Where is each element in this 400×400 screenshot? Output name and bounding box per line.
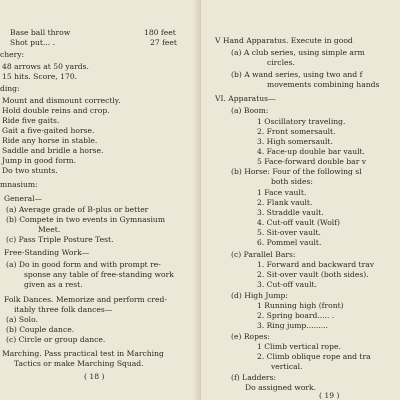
- subheading: Folk Dances. Memorize and perform cred-: [4, 295, 167, 304]
- text-line: 1 Running high (front): [257, 301, 344, 310]
- text-line: (a) A club series, using simple arm: [231, 48, 365, 57]
- text-line: 5. Sit-over vault.: [257, 228, 321, 237]
- section-heading: ding:: [0, 84, 20, 93]
- value-text: 180 feet: [144, 28, 176, 37]
- text-line: (c) Pass Triple Posture Test.: [6, 235, 114, 244]
- subheading: Free-Standing Work—: [4, 248, 90, 257]
- subheading: (c) Parallel Bars:: [231, 250, 296, 259]
- text-line: given as a rest.: [24, 280, 83, 289]
- text-line: Meet.: [38, 225, 61, 234]
- text-line: Do assigned work.: [245, 383, 317, 392]
- text-line: Ride five gaits.: [2, 116, 60, 125]
- subheading: (b) Horse: Four of the following sl: [231, 167, 362, 176]
- right-page: [201, 0, 400, 400]
- text-line: 2. Front somersault.: [257, 127, 336, 136]
- subheading: (f) Ladders:: [231, 373, 277, 382]
- text-line: 3. Ring jump.........: [257, 321, 329, 330]
- text-line: (a) Do in good form and with prompt re-: [6, 260, 161, 269]
- text-line: itably three folk dances—: [14, 305, 113, 314]
- text-line: Ride any horse in stable.: [2, 136, 98, 145]
- text-line: 6. Pommel vault.: [257, 238, 322, 247]
- text-line: 15 hits. Score, 170.: [2, 72, 78, 81]
- text-line: movements combining hands: [267, 80, 380, 89]
- left-page: [0, 0, 199, 400]
- section-heading: mnasium:: [0, 180, 38, 189]
- text-line: (b) Couple dance.: [6, 325, 75, 334]
- subheading: (d) High Jump:: [231, 291, 288, 300]
- text-line: Do two stunts.: [2, 166, 58, 175]
- text-line: Shot put... .: [10, 38, 56, 47]
- text-line: Mount and dismount correctly.: [2, 96, 121, 105]
- text-line: 1 Climb vertical rope.: [257, 342, 341, 351]
- text-line: 3. Straddle vault.: [257, 208, 324, 217]
- text-line: Base ball throw: [10, 28, 71, 37]
- value-text: 27 feet: [150, 38, 177, 47]
- text-line: vertical.: [271, 362, 303, 371]
- text-line: 2. Spring board..... .: [257, 311, 335, 320]
- text-line: 48 arrows at 50 yards.: [2, 62, 89, 71]
- text-line: Hold double reins and crop.: [2, 106, 110, 115]
- section-heading: VI. Apparatus—: [215, 94, 276, 103]
- text-line: (a) Average grade of B-plus or better: [6, 205, 149, 214]
- text-line: 5 Face-forward double bar v: [257, 157, 367, 166]
- section-heading: chery:: [0, 50, 25, 59]
- text-line: 1 Face vault.: [257, 188, 307, 197]
- text-line: sponse any table of free-standing work: [24, 270, 174, 279]
- text-line: 1 Oscillatory traveling.: [257, 117, 346, 126]
- text-line: 3. High somersault.: [257, 137, 333, 146]
- text-line: 4. Face-up double bar vault.: [257, 147, 365, 156]
- text-line: (a) Solo.: [6, 315, 38, 324]
- text-line: 2. Climb oblique rope and tra: [257, 352, 371, 361]
- page-number: ( 19 ): [319, 391, 340, 400]
- text-line: 1. Forward and backward trav: [257, 260, 375, 269]
- section-heading: V Hand Apparatus. Execute in good: [215, 36, 353, 45]
- text-line: 2. Sit-over vault (both sides).: [257, 270, 369, 279]
- page-number: ( 18 ): [84, 372, 105, 381]
- text-line: Saddle and bridle a horse.: [2, 146, 104, 155]
- text-line: Gait a five-gaited horse.: [2, 126, 95, 135]
- subheading: Marching. Pass practical test in Marching: [2, 349, 164, 358]
- subheading: (a) Boom:: [231, 106, 269, 115]
- text-line: 4. Cut-off vault (Wolf): [257, 218, 340, 227]
- text-line: both sides:: [271, 177, 313, 186]
- text-line: (c) Circle or group dance.: [6, 335, 106, 344]
- text-line: (b) Compete in two events in Gymnasium: [6, 215, 166, 224]
- text-line: (b) A wand series, using two and f: [231, 70, 363, 79]
- text-line: Jump in good form.: [2, 156, 77, 165]
- text-line: circles.: [267, 58, 295, 67]
- text-line: Tactics or make Marching Squad.: [14, 359, 144, 368]
- subheading: General—: [4, 194, 43, 203]
- text-line: 2. Flank vault.: [257, 198, 313, 207]
- text-line: 3. Cut-off vault.: [257, 280, 317, 289]
- subheading: (e) Ropes:: [231, 332, 270, 341]
